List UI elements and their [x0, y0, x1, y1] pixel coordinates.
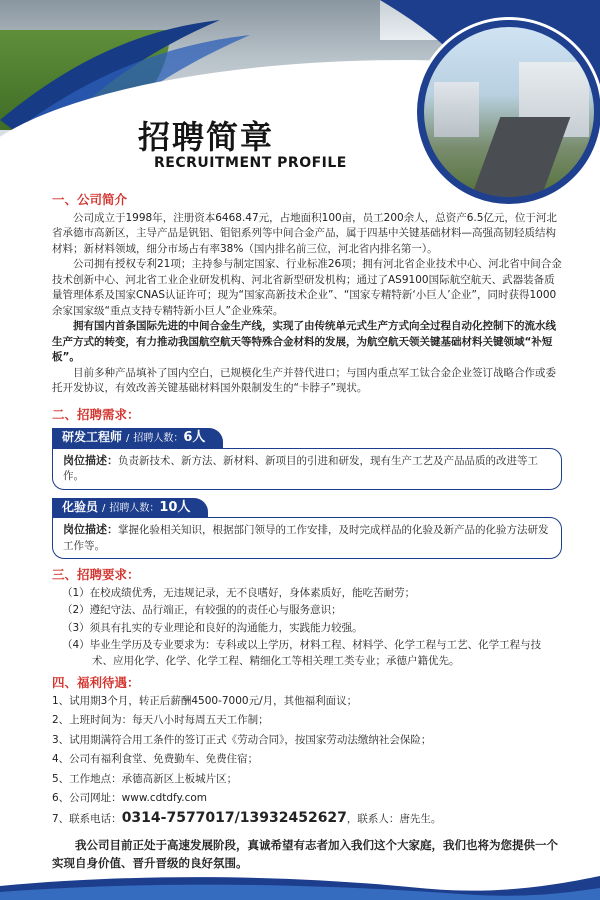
- list-item: 5、工作地点：承德高新区上板城片区；: [52, 772, 238, 785]
- contact-item: [52, 811, 562, 828]
- list-item: （3）须具有扎实的专业理论和良好的沟通能力，实践能力较强。: [62, 621, 363, 634]
- job-count-label: 招聘人数：: [133, 433, 184, 444]
- section-company-title: 一、公司简介: [52, 192, 128, 207]
- job-desc-label: 岗位描述：: [63, 453, 118, 467]
- job-description: [52, 448, 562, 490]
- list-item: 1、试用期3个月，转正后薪酬4500-7000元/月，其他福利面议；: [52, 694, 358, 707]
- job-desc-text: 负责新技术、新方法、新材料、新项目的引进和研发，现有生产工艺及产品品质的改进等工作。: [63, 454, 538, 482]
- list-item: 3、试用期满符合用工条件的签订正式《劳动合同》，按国家劳动法缴纳社会保险；: [52, 733, 432, 746]
- factory-photo: [417, 20, 600, 204]
- company-para-3: 拥有国内首条国际先进的中间合金生产线，实现了由传统单元式生产方式向全过程自动化控制下的流水线生产方式的转变，有力推动我国航空航天等特殊合金材料的发展，为航空航天领关键基础材料关键领域“补短板”。: [52, 320, 556, 363]
- welfare-list: [52, 694, 562, 828]
- job-count: 10人: [159, 499, 191, 515]
- job-tab: 研发工程师 / 招聘人数：6人: [52, 428, 223, 449]
- job-name: 化验员: [62, 499, 99, 514]
- factory-building-2: [434, 82, 479, 137]
- job-card-lab: [52, 498, 562, 560]
- footer-wave: [0, 872, 600, 900]
- page-title: 招聘简章: [138, 118, 275, 156]
- contact-suffix: ，联系人：唐先生。: [346, 812, 442, 825]
- list-item: （2）遵纪守法、品行端正，有较强的的责任心与服务意识；: [62, 604, 342, 616]
- company-para-1: 公司成立于1998年，注册资本6468.47元，占地面积100亩，员工200余人，总资产6.5亿元，位于河北省承德市高新区，主导产品是钒铝、钼铝系列等中间合金产品，属于四基中关键基础材料—高强高韧轻质结构材料；新材料领域，细分市场占有率38%（国内排名前三位，河北省内排名第一）。: [52, 211, 557, 255]
- section-welfare-title: 四、福利待遇：: [52, 675, 140, 690]
- list-item: （1）在校成绩优秀，无违规记录，无不良嗜好，身体素质好，能吃苦耐劳；: [62, 586, 416, 599]
- job-desc-text: 掌握化验相关知识，根据部门领导的工作安排，及时完成样品的化验及新产品的化验方法研发工作等。: [63, 524, 549, 552]
- contact-phone: 0314-7577017/13932452627: [121, 809, 347, 826]
- requirements-list: [52, 586, 562, 670]
- closing-statement: 我公司目前正处于高速发展阶段，真诚希望有志者加入我们这个大家庭，我们也将为您提供一个实现自身价值、晋升晋级的良好氛围。: [52, 838, 558, 870]
- company-para-4: 目前多种产品填补了国内空白，已规模化生产并替代进口；与国内重点军工钛合金企业签订战略合作或委托开发协议，有效改善关键基础材料国外限制发生的“卡脖子”现状。: [52, 366, 556, 394]
- job-count-label: 招聘人数：: [109, 502, 160, 514]
- list-item: 4、公司有福利食堂、免费勤车、免费住宿；: [52, 753, 259, 765]
- list-item: 6、公司网址：www.cdtdfy.com: [52, 792, 208, 804]
- main-content: [52, 190, 562, 831]
- job-name: 研发工程师: [62, 430, 123, 444]
- list-item: （4）毕业生学历及专业要求为：专科或以上学历，材料工程、材料学、化学工程与工艺、化学工程与技术、应用化学、化学、化学工程、精细化工等相关理工类专业；承德户籍优先。: [62, 639, 542, 667]
- job-tab: 化验员 / 招聘人数：10人: [52, 498, 208, 519]
- contact-prefix: 7、联系电话：: [52, 812, 122, 825]
- section-requirements-title: 三、招聘要求：: [52, 567, 140, 582]
- page-subtitle: RECRUITMENT PROFILE: [154, 155, 347, 171]
- job-card-engineer: [52, 428, 562, 490]
- list-item: 2、上班时间为：每天八小时每周五天工作制；: [52, 714, 269, 726]
- company-para-2: 公司拥有授权专利21项；主持参与制定国家、行业标准26项；拥有河北省企业技术中心、河北省中间合金技术创新中心、河北省工业企业研发机构、河北省新型研发机构；通过了AS9100国际航空航天、武器装备质量管理体系及国家CNAS认证许可；现为“国家高新技术企业”、“国家专精特新‘小巨人’企业”，同时获得1000余家国家级“重点支持专精特新小巨人”企业殊荣。: [52, 258, 562, 317]
- job-count: 6人: [183, 430, 206, 445]
- job-desc-label: 岗位描述：: [63, 523, 118, 536]
- job-description: [52, 517, 562, 559]
- section-needs-title: 二、招聘需求：: [52, 406, 140, 422]
